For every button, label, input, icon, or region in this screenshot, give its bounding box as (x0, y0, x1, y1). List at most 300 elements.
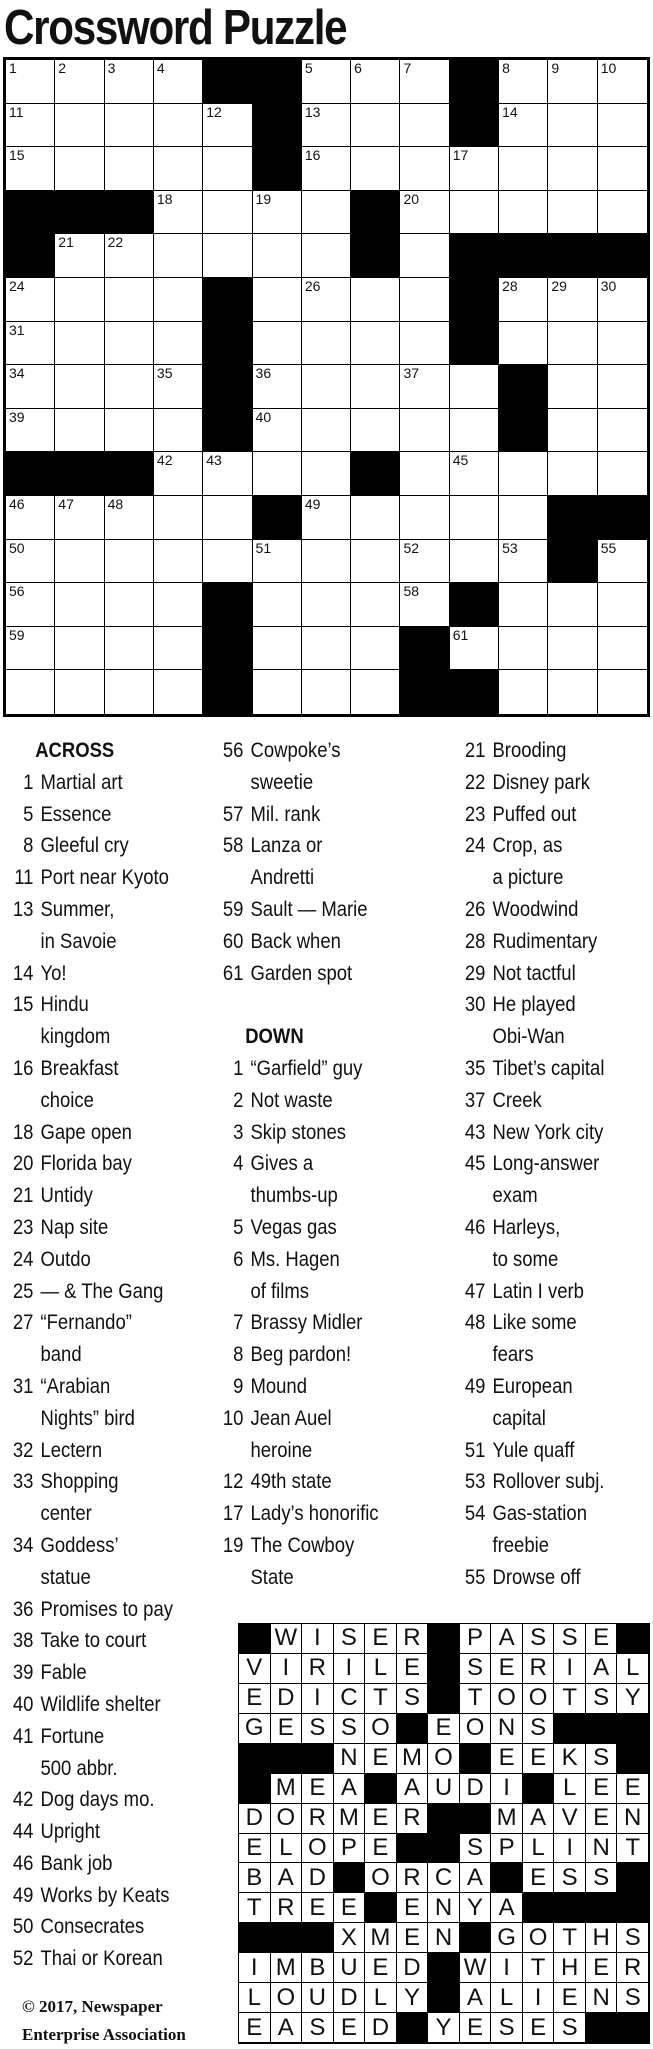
clue-number: 56 (222, 739, 244, 762)
answer-cell: E (365, 1744, 397, 1774)
grid-cell[interactable] (105, 670, 154, 714)
grid-cell[interactable] (55, 234, 104, 278)
grid-cell[interactable] (499, 627, 548, 671)
grid-cell[interactable] (6, 322, 55, 366)
grid-cell[interactable] (253, 627, 302, 671)
answer-cell: E (554, 1983, 586, 2013)
clue-item[interactable] (0, 1657, 202, 1689)
black-square (351, 452, 400, 496)
clue-item[interactable] (0, 1689, 202, 1721)
grid-cell[interactable] (351, 409, 400, 453)
clue-item[interactable] (0, 1180, 202, 1212)
grid-cell[interactable] (302, 670, 351, 714)
grid-cell[interactable] (253, 670, 302, 714)
answer-cell: D (365, 2013, 397, 2043)
grid-cell[interactable] (105, 278, 154, 322)
clue-item[interactable] (210, 1435, 421, 1467)
clue-item[interactable] (210, 1562, 421, 1594)
grid-cell[interactable] (55, 60, 104, 104)
grid-cell[interactable] (55, 409, 104, 453)
grid-cell[interactable] (203, 191, 252, 235)
grid-cell[interactable] (499, 278, 548, 322)
clue-text: Gives a (250, 1152, 314, 1176)
grid-cell[interactable] (55, 540, 104, 584)
clue-item[interactable] (210, 1180, 421, 1212)
grid-cell[interactable] (302, 496, 351, 540)
clue-item[interactable] (452, 1053, 650, 1085)
grid-cell[interactable] (154, 191, 203, 235)
clue-item[interactable] (452, 830, 650, 862)
cell-number: 17 (452, 147, 469, 164)
cell-number: 26 (304, 277, 321, 294)
grid-cell[interactable] (400, 583, 449, 627)
clue-item[interactable] (0, 830, 202, 862)
clue-number: 7 (233, 1311, 244, 1335)
answer-cell: T (617, 1834, 649, 1864)
grid-cell[interactable] (154, 496, 203, 540)
clue-item[interactable] (0, 1307, 202, 1339)
grid-cell[interactable] (598, 104, 647, 148)
grid-cell[interactable] (351, 496, 400, 540)
clue-item[interactable] (452, 862, 650, 894)
clue-item[interactable] (452, 1212, 650, 1244)
grid-cell[interactable] (55, 147, 104, 191)
grid-cell[interactable] (400, 60, 449, 104)
clue-item[interactable] (452, 894, 650, 926)
grid-cell[interactable] (105, 496, 154, 540)
clue-text: Disney park (492, 770, 591, 794)
clue-item[interactable] (452, 1307, 650, 1339)
grid-cell[interactable] (400, 104, 449, 148)
clue-item[interactable] (210, 1117, 421, 1149)
grid-cell[interactable] (253, 234, 302, 278)
clue-text: Harleys, (492, 1215, 561, 1239)
grid-cell[interactable] (450, 496, 499, 540)
clue-item[interactable] (452, 1466, 650, 1498)
clue-text: Fortune (40, 1724, 105, 1748)
grid-cell[interactable] (302, 278, 351, 322)
cell-number: 51 (255, 539, 272, 556)
grid-cell[interactable] (499, 540, 548, 584)
grid-cell[interactable] (6, 104, 55, 148)
answer-cell: M (334, 1804, 366, 1834)
clue-item[interactable] (0, 1148, 202, 1180)
grid-cell[interactable] (253, 409, 302, 453)
grid-cell[interactable] (203, 147, 252, 191)
grid-cell[interactable] (302, 627, 351, 671)
clue-item[interactable] (452, 1339, 650, 1371)
grid-cell[interactable] (302, 540, 351, 584)
crossword-grid[interactable] (3, 57, 650, 717)
grid-cell[interactable] (400, 365, 449, 409)
grid-cell[interactable] (548, 104, 597, 148)
clue-item[interactable] (210, 1244, 421, 1276)
clue-text: of films (250, 1279, 310, 1303)
clue-item[interactable] (452, 1244, 650, 1276)
grid-cell[interactable] (6, 670, 55, 714)
grid-cell[interactable] (154, 278, 203, 322)
grid-cell[interactable] (302, 409, 351, 453)
grid-cell[interactable] (598, 627, 647, 671)
clue-item[interactable] (0, 1594, 202, 1626)
clue-item[interactable] (452, 1021, 650, 1053)
grid-cell[interactable] (598, 278, 647, 322)
grid-cell[interactable] (351, 365, 400, 409)
clue-item[interactable] (210, 1053, 421, 1085)
answer-cell: W (271, 1624, 303, 1654)
grid-cell[interactable] (154, 234, 203, 278)
clue-item[interactable] (452, 926, 650, 958)
clue-item[interactable] (210, 1403, 421, 1435)
answer-cell: O (523, 1684, 555, 1714)
grid-cell[interactable] (598, 322, 647, 366)
clue-item[interactable] (0, 1721, 202, 1753)
grid-cell[interactable] (253, 322, 302, 366)
clue-number: 57 (222, 802, 244, 826)
clue-text: Rollover subj. (492, 1470, 605, 1494)
grid-cell[interactable] (548, 627, 597, 671)
grid-cell[interactable] (6, 627, 55, 671)
clue-item[interactable] (0, 1784, 202, 1816)
grid-cell[interactable] (351, 278, 400, 322)
clue-item[interactable] (210, 799, 421, 831)
grid-cell[interactable] (105, 147, 154, 191)
grid-cell[interactable] (548, 60, 597, 104)
clue-item[interactable] (210, 1498, 421, 1530)
grid-cell[interactable] (55, 627, 104, 671)
grid-cell[interactable] (598, 670, 647, 714)
grid-cell[interactable] (253, 583, 302, 627)
grid-cell[interactable] (548, 322, 597, 366)
grid-cell[interactable] (6, 496, 55, 540)
answer-cell: E (428, 1714, 460, 1744)
clue-item[interactable] (452, 1562, 650, 1594)
grid-cell[interactable] (154, 147, 203, 191)
grid-cell[interactable] (351, 322, 400, 366)
grid-cell[interactable] (598, 583, 647, 627)
grid-cell[interactable] (351, 60, 400, 104)
clue-item[interactable] (210, 926, 421, 958)
grid-cell[interactable] (450, 147, 499, 191)
answer-cell: T (239, 1893, 271, 1923)
grid-cell[interactable] (55, 583, 104, 627)
grid-cell[interactable] (6, 278, 55, 322)
answer-black-square (239, 1923, 271, 1953)
clue-item[interactable] (0, 1880, 202, 1912)
grid-cell[interactable] (154, 409, 203, 453)
cell-number: 42 (156, 452, 173, 469)
black-square (400, 627, 449, 671)
grid-cell[interactable] (598, 540, 647, 584)
clue-item[interactable] (0, 1212, 202, 1244)
grid-cell[interactable] (302, 452, 351, 496)
grid-cell[interactable] (598, 60, 647, 104)
answer-cell: T (460, 1684, 492, 1714)
grid-cell[interactable] (450, 540, 499, 584)
clue-item[interactable] (452, 1148, 650, 1180)
grid-cell[interactable] (499, 104, 548, 148)
clue-item[interactable] (0, 1435, 202, 1467)
grid-cell[interactable] (154, 365, 203, 409)
clue-item[interactable] (0, 1276, 202, 1308)
clue-item[interactable] (452, 1276, 650, 1308)
grid-cell[interactable] (302, 322, 351, 366)
grid-cell[interactable] (548, 365, 597, 409)
grid-cell[interactable] (450, 409, 499, 453)
answer-cell: S (334, 1714, 366, 1744)
grid-cell[interactable] (400, 278, 449, 322)
grid-cell[interactable] (499, 496, 548, 540)
clue-item[interactable] (0, 767, 202, 799)
clue-item[interactable] (452, 767, 650, 799)
grid-cell[interactable] (105, 409, 154, 453)
grid-cell[interactable] (302, 147, 351, 191)
grid-cell[interactable] (154, 670, 203, 714)
clue-item[interactable] (0, 958, 202, 990)
grid-cell[interactable] (154, 322, 203, 366)
clue-item[interactable] (0, 1244, 202, 1276)
clue-item[interactable] (210, 1371, 421, 1403)
grid-cell[interactable] (154, 583, 203, 627)
grid-cell[interactable] (203, 234, 252, 278)
grid-cell[interactable] (154, 60, 203, 104)
answer-cell: S (491, 2013, 523, 2043)
clue-item[interactable] (0, 926, 202, 958)
answer-cell: S (554, 1624, 586, 1654)
clue-item[interactable] (210, 830, 421, 862)
grid-cell[interactable] (400, 409, 449, 453)
grid-cell[interactable] (450, 191, 499, 235)
grid-cell[interactable] (450, 627, 499, 671)
grid-cell[interactable] (351, 627, 400, 671)
grid-cell[interactable] (253, 540, 302, 584)
grid-cell[interactable] (499, 322, 548, 366)
grid-cell[interactable] (548, 147, 597, 191)
grid-cell[interactable] (55, 104, 104, 148)
across-header: ACROSS (35, 739, 115, 762)
grid-cell[interactable] (400, 322, 449, 366)
clue-item[interactable] (452, 799, 650, 831)
clue-item[interactable] (210, 1085, 421, 1117)
clue-item[interactable] (210, 735, 421, 767)
clue-item[interactable] (0, 1053, 202, 1085)
clue-item[interactable] (0, 1498, 202, 1530)
copyright-notice (22, 1993, 186, 2049)
clue-number: 20 (12, 1152, 34, 1176)
grid-cell[interactable] (499, 191, 548, 235)
cell-number: 16 (304, 147, 321, 164)
clue-item[interactable] (0, 1339, 202, 1371)
clue-item[interactable] (0, 1816, 202, 1848)
clue-item[interactable] (452, 1435, 650, 1467)
grid-cell[interactable] (6, 583, 55, 627)
clue-item[interactable] (210, 862, 421, 894)
grid-cell[interactable] (55, 322, 104, 366)
grid-cell[interactable] (400, 191, 449, 235)
grid-cell[interactable] (154, 540, 203, 584)
clue-item[interactable] (452, 958, 650, 990)
grid-cell[interactable] (105, 583, 154, 627)
clue-text: Mound (250, 1374, 307, 1398)
clue-item[interactable] (0, 1117, 202, 1149)
grid-cell[interactable] (598, 452, 647, 496)
grid-cell[interactable] (203, 104, 252, 148)
grid-cell[interactable] (548, 278, 597, 322)
clue-item[interactable] (0, 799, 202, 831)
grid-cell[interactable] (598, 365, 647, 409)
clue-item[interactable] (452, 989, 650, 1021)
grid-cell[interactable] (548, 409, 597, 453)
grid-cell[interactable] (351, 147, 400, 191)
clue-item[interactable] (452, 1498, 650, 1530)
clue-item[interactable] (210, 1466, 421, 1498)
clue-item[interactable] (452, 1403, 650, 1435)
grid-cell[interactable] (499, 452, 548, 496)
grid-cell[interactable] (302, 60, 351, 104)
grid-cell[interactable] (105, 627, 154, 671)
grid-cell[interactable] (253, 191, 302, 235)
clue-item[interactable] (452, 1085, 650, 1117)
clue-item[interactable] (0, 1943, 202, 1975)
clue-item[interactable] (0, 1466, 202, 1498)
answer-cell: A (334, 1774, 366, 1804)
clue-item[interactable] (452, 1180, 650, 1212)
cell-number: 34 (9, 365, 25, 382)
grid-cell[interactable] (55, 670, 104, 714)
clue-item[interactable] (0, 862, 202, 894)
grid-cell[interactable] (6, 147, 55, 191)
clue-number (210, 1435, 250, 1467)
grid-cell[interactable] (253, 452, 302, 496)
grid-cell[interactable] (598, 147, 647, 191)
clue-item[interactable] (452, 1371, 650, 1403)
grid-cell[interactable] (302, 104, 351, 148)
grid-cell[interactable] (548, 191, 597, 235)
grid-cell[interactable] (598, 191, 647, 235)
grid-cell[interactable] (55, 278, 104, 322)
grid-cell[interactable] (351, 670, 400, 714)
grid-cell[interactable] (253, 365, 302, 409)
clue-item[interactable] (210, 767, 421, 799)
grid-cell[interactable] (6, 60, 55, 104)
grid-cell[interactable] (253, 278, 302, 322)
clue-text: freebie (492, 1533, 549, 1557)
grid-cell[interactable] (400, 496, 449, 540)
grid-cell[interactable] (351, 104, 400, 148)
cell-number: 18 (156, 190, 173, 207)
grid-cell[interactable] (351, 540, 400, 584)
grid-cell[interactable] (302, 583, 351, 627)
answer-black-square (617, 2013, 649, 2043)
grid-cell[interactable] (499, 583, 548, 627)
clue-item[interactable] (210, 1212, 421, 1244)
grid-cell[interactable] (450, 452, 499, 496)
grid-cell[interactable] (203, 452, 252, 496)
grid-cell[interactable] (548, 452, 597, 496)
grid-cell[interactable] (105, 365, 154, 409)
grid-cell[interactable] (6, 409, 55, 453)
grid-cell[interactable] (55, 496, 104, 540)
cell-number: 58 (403, 583, 420, 600)
clue-item[interactable] (0, 1403, 202, 1435)
grid-cell[interactable] (154, 452, 203, 496)
grid-cell[interactable] (400, 540, 449, 584)
answer-black-square (617, 1893, 649, 1923)
cell-number: 9 (551, 60, 560, 76)
clue-text: Gas-station (492, 1502, 587, 1526)
answer-cell: I (554, 1834, 586, 1864)
clue-item[interactable] (452, 1117, 650, 1149)
grid-cell[interactable] (6, 365, 55, 409)
clue-item[interactable] (0, 989, 202, 1021)
grid-cell[interactable] (105, 322, 154, 366)
grid-cell[interactable] (154, 627, 203, 671)
grid-cell[interactable] (105, 60, 154, 104)
grid-cell[interactable] (351, 583, 400, 627)
clue-item[interactable] (452, 1530, 650, 1562)
grid-cell[interactable] (499, 147, 548, 191)
answer-black-square (491, 1863, 523, 1893)
grid-cell[interactable] (105, 104, 154, 148)
grid-cell[interactable] (105, 540, 154, 584)
grid-cell[interactable] (302, 234, 351, 278)
grid-cell[interactable] (400, 452, 449, 496)
grid-cell[interactable] (203, 540, 252, 584)
clue-item[interactable] (0, 1625, 202, 1657)
grid-cell[interactable] (302, 191, 351, 235)
grid-cell[interactable] (6, 540, 55, 584)
clue-item[interactable] (210, 1307, 421, 1339)
clue-item[interactable] (0, 894, 202, 926)
clue-item[interactable] (210, 1276, 421, 1308)
grid-cell[interactable] (598, 409, 647, 453)
clue-item[interactable] (0, 1021, 202, 1053)
clue-item[interactable] (452, 735, 650, 767)
clue-item[interactable] (210, 1530, 421, 1562)
clue-item[interactable] (210, 894, 421, 926)
cell-number: 48 (107, 495, 124, 512)
clue-item[interactable] (0, 1848, 202, 1880)
grid-cell[interactable] (105, 234, 154, 278)
grid-cell[interactable] (302, 365, 351, 409)
grid-cell[interactable] (499, 670, 548, 714)
grid-cell[interactable] (548, 583, 597, 627)
grid-cell[interactable] (400, 147, 449, 191)
clue-item[interactable] (0, 1530, 202, 1562)
grid-cell[interactable] (450, 365, 499, 409)
clue-item[interactable] (0, 1371, 202, 1403)
clue-item[interactable] (0, 1911, 202, 1943)
clue-item[interactable] (210, 1339, 421, 1371)
cell-number: 52 (403, 539, 420, 556)
grid-cell[interactable] (55, 365, 104, 409)
clue-item[interactable] (210, 958, 421, 990)
answer-black-square (302, 1923, 334, 1953)
cell-number: 59 (9, 626, 25, 643)
answer-cell: D (460, 1774, 492, 1804)
grid-cell[interactable] (154, 104, 203, 148)
clue-item[interactable] (210, 1148, 421, 1180)
clue-number: 15 (12, 993, 34, 1017)
grid-cell[interactable] (400, 234, 449, 278)
clue-item[interactable] (0, 1085, 202, 1117)
clue-item[interactable] (0, 1562, 202, 1594)
clue-number: 53 (464, 1470, 486, 1494)
grid-cell[interactable] (499, 60, 548, 104)
grid-cell[interactable] (203, 496, 252, 540)
grid-cell[interactable] (548, 670, 597, 714)
clue-item[interactable] (0, 1753, 202, 1785)
